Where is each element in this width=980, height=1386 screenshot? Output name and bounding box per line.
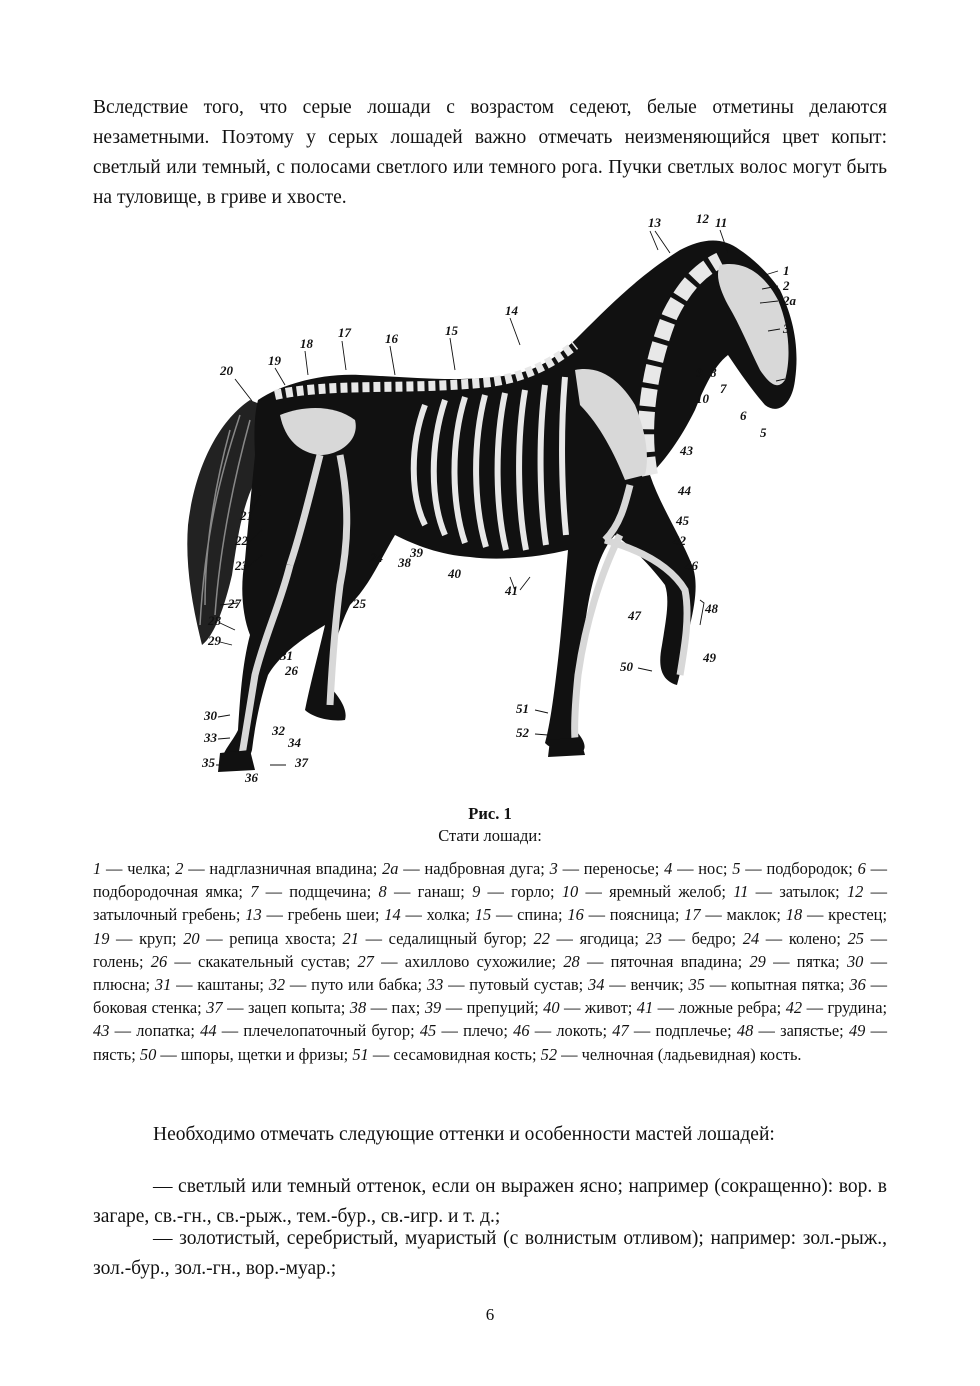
svg-text:42: 42 [673,533,686,548]
legend-term: — ганаш; [386,882,473,902]
svg-text:47: 47 [628,608,641,623]
legend-number: 30 [846,951,864,971]
legend-number: 38 [349,998,367,1018]
legend-number: 21 [342,928,359,948]
legend-term: — ахиллово сухожилие; [373,951,564,971]
svg-text:25: 25 [353,596,366,611]
legend-term: — бедро; [661,928,743,948]
legend-term: — грудина; [802,998,888,1018]
legend-number: 12 [846,882,864,902]
svg-text:50: 50 [620,659,633,674]
paragraph-light-dark: — светлый или темный оттенок, если он выражен ясно; например (сокращенно): вор. в загаре, св.-гн., св.-рыж., тем.-бур., св.-игр. и т. д.; [93,1176,887,1227]
legend-term: — яремный желоб; [578,882,734,902]
horse-figure [180,205,840,790]
legend-number: 31 [154,975,172,995]
figure-subtitle: Стати лошади: [438,826,542,845]
legend-number: 2 [175,859,184,878]
legend-number: 32 [268,975,286,995]
legend-term: — скакательный сустав; [167,951,358,971]
svg-text:39: 39 [410,545,423,560]
svg-text:45: 45 [676,513,689,528]
legend-term: — затылок; [748,882,847,902]
legend-number: 24 [742,928,760,948]
legend-number: 45 [419,1021,437,1041]
legend-term: — плюсна; [93,951,888,995]
legend-term: — крестец; [802,905,888,925]
legend-number: 42 [785,998,803,1018]
svg-text:2: 2 [783,278,790,293]
legend-number: 2а [382,859,399,878]
legend-term: — надбровная дуга; [398,859,550,878]
svg-text:46: 46 [685,558,698,573]
legend-number: 13 [245,905,262,925]
legend-term: — плечелопаточный бугор; [216,1021,420,1041]
legend-term: — путовый сустав; [443,975,589,995]
legend-term: — шпоры, щетки и фризы; [156,1044,353,1064]
legend-term: — каштаны; [171,975,269,995]
svg-text:9: 9 [696,365,703,380]
svg-text:1: 1 [783,263,790,278]
legend-term: — переносье; [557,859,665,878]
legend-number: 10 [561,882,579,902]
legend-number: 39 [424,998,442,1018]
legend-term: — надглазничная впадина; [183,859,383,878]
legend-term: — пятка; [765,951,847,971]
svg-text:19: 19 [268,353,281,368]
legend-number: 8 [378,882,387,902]
legend-number: 23 [645,928,662,948]
intro-paragraph: Вследствие того, что серые лошади с возрастом седеют, белые отметины делаются незаметными. Поэтому у серых лошадей важно отмечать неизменяющийся цвет копыт: светлый или темный, с полосами светлого или темного рога. Пучки светлых волос могут быть на туловище, в гриве и хвосте. [93,97,887,208]
svg-text:26: 26 [285,663,298,678]
svg-text:12: 12 [696,211,709,226]
legend-term: — копытная пятка; [704,975,850,995]
legend-term: — лопатка; [109,1021,201,1041]
svg-text:43: 43 [680,443,693,458]
svg-text:32: 32 [272,723,285,738]
legend-term: — поясница; [583,905,685,925]
legend-number: 5 [732,859,741,878]
legend-number: 35 [688,975,705,995]
legend-number: 15 [474,905,492,925]
legend-number: 16 [567,905,584,925]
svg-text:29: 29 [208,633,221,648]
legend-number: 46 [513,1021,530,1041]
legend-number: 50 [139,1044,157,1064]
svg-text:4: 4 [788,371,795,386]
front-hoof [548,737,585,757]
legend-term: — пяточная впадина; [579,951,750,971]
svg-text:2а: 2а [783,293,796,308]
horse-skeleton-illustration [180,205,840,790]
svg-text:33: 33 [204,730,217,745]
legend-term: — боковая стенка; [93,975,888,1018]
legend-number: 51 [352,1044,369,1064]
legend-number: 18 [785,905,803,925]
svg-text:31: 31 [280,648,293,663]
legend-number: 47 [612,1021,629,1041]
legend-term: — пах; [366,998,425,1018]
svg-text:48: 48 [705,601,718,616]
legend-number: 52 [540,1044,558,1064]
svg-text:44: 44 [678,483,691,498]
page-number: 6 [485,1305,495,1324]
legend-term: — подбородочная ямка; [93,859,887,902]
svg-text:17: 17 [338,325,351,340]
legend-term: — подбородок; [740,859,858,878]
hind-hoof [218,750,255,772]
legend-term: — круп; [109,928,184,948]
legend-term: — ложные ребра; [653,998,786,1018]
svg-text:52: 52 [516,725,529,740]
legend-number: 48 [736,1021,754,1041]
svg-text:14: 14 [505,303,518,318]
legend-number: 11 [733,882,749,902]
svg-text:28: 28 [208,613,221,628]
svg-text:8: 8 [710,365,717,380]
legend-term: — седалищный бугор; [358,928,534,948]
legend-number: 6 [857,859,866,878]
legend-term: — подплечье; [628,1021,737,1041]
paragraph-golden-silver: — золотистый, серебристый, муаристый (с волнистым отливом); например: зол.-рыж., зол.-бур., зол.-гн., вор.-муар.; [93,1228,887,1279]
svg-text:16: 16 [385,331,398,346]
legend-term: — путо или бабка; [285,975,427,995]
figure-title: Рис. 1 [468,804,512,823]
svg-text:30: 30 [204,708,217,723]
legend-number: 41 [636,998,654,1018]
legend-number: 33 [426,975,444,995]
legend-term: — сесамовидная кость; [368,1044,541,1064]
svg-text:18: 18 [300,336,313,351]
legend-term: — спина; [491,905,568,925]
paragraph-shades: Необходимо отмечать следующие оттенки и особенности мастей лошадей: [153,1124,775,1145]
legend-term: — препуций; [441,998,544,1018]
legend-number: 29 [749,951,766,971]
svg-text:35: 35 [202,755,215,770]
svg-text:3: 3 [783,321,790,336]
legend-number: 14 [384,905,401,925]
legend-term: — маклок; [700,905,786,925]
legend-number: 37 [206,998,223,1018]
legend-term: — колено; [759,928,848,948]
legend-term: — запястье; [753,1021,849,1041]
legend-term: — голень; [93,928,888,971]
legend-term: — живот; [559,998,637,1018]
legend-number: 27 [357,951,374,971]
svg-text:27: 27 [228,596,241,611]
svg-text:37: 37 [295,755,308,770]
figure-legend [93,857,887,1066]
legend-term: — локоть; [529,1021,613,1041]
legend-number: 7 [250,882,259,902]
legend-number: 22 [533,928,550,948]
legend-term: — холка; [400,905,475,925]
legend-number: 49 [848,1021,866,1041]
legend-number: 28 [563,951,580,971]
legend-term: — гребень шеи; [261,905,385,925]
legend-number: 26 [150,951,168,971]
svg-text:49: 49 [703,650,716,665]
legend-term: — челночная (ладьевидная) кость. [557,1044,802,1064]
legend-term: — затылочный гребень; [93,882,888,925]
svg-text:6: 6 [740,408,747,423]
svg-text:51: 51 [516,701,529,716]
legend-number: 44 [200,1021,217,1041]
svg-text:10: 10 [696,391,709,406]
svg-text:13: 13 [648,215,661,230]
legend-term: — челка; [101,859,176,878]
legend-number: 3 [549,859,558,878]
legend-number: 4 [664,859,673,878]
legend-number: 1 [93,859,102,878]
svg-text:21: 21 [240,508,253,523]
svg-text:22: 22 [235,533,248,548]
legend-term: — плечо; [436,1021,514,1041]
svg-text:38: 38 [398,555,411,570]
svg-text:24: 24 [370,550,383,565]
legend-term: — горло; [480,882,562,902]
legend-number: 43 [93,1021,110,1041]
svg-text:20: 20 [220,363,233,378]
legend-number: 25 [847,928,864,948]
svg-text:11: 11 [715,215,728,230]
legend-term: — венчик; [604,975,689,995]
svg-text:7: 7 [720,381,727,396]
legend-term: — ягодица; [549,928,646,948]
legend-term: — подщечина; [258,882,379,902]
legend-number: 17 [684,905,701,925]
legend-term: — зацеп копыта; [222,998,350,1018]
svg-text:36: 36 [245,770,258,785]
svg-text:15: 15 [445,323,458,338]
legend-term: — пясть; [93,1021,887,1064]
svg-text:41: 41 [505,583,518,598]
svg-text:34: 34 [288,735,301,750]
legend-number: 36 [849,975,866,995]
legend-number: 20 [183,928,200,948]
svg-text:23: 23 [235,558,248,573]
legend-number: 19 [93,928,110,948]
legend-term: — нос; [672,859,733,878]
legend-number: 9 [472,882,481,902]
legend-number: 34 [588,975,605,995]
legend-term: — репица хвоста; [199,928,343,948]
svg-text:5: 5 [760,425,767,440]
legend-number: 40 [543,998,560,1018]
svg-text:40: 40 [448,566,461,581]
